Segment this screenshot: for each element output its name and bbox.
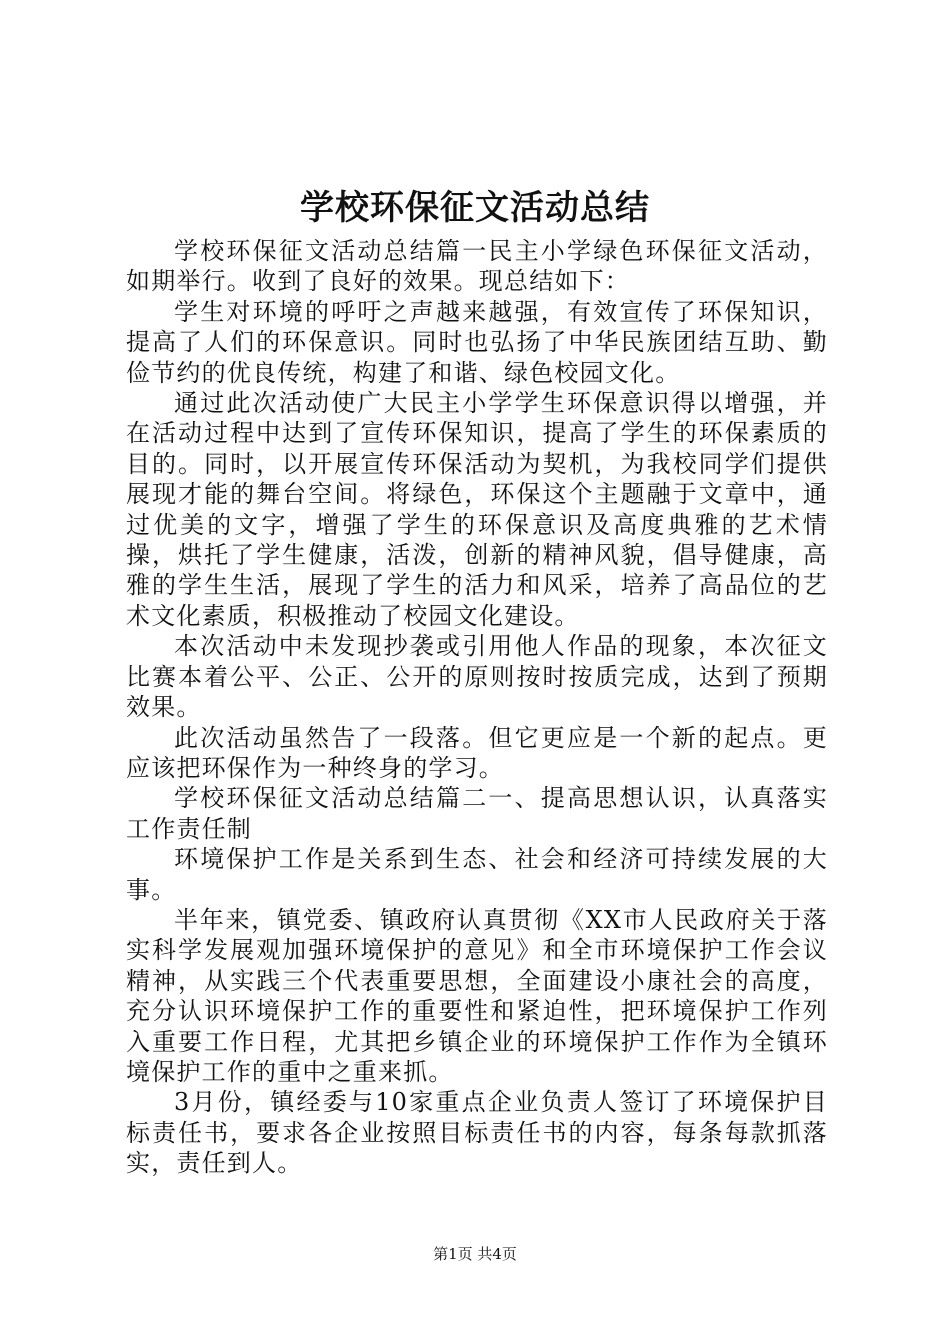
paragraph: 本次活动中未发现抄袭或引用他人作品的现象，本次征文比赛本着公平、公正、公开的原则按时按质完成，达到了预期效果。: [126, 632, 828, 722]
paragraph: 此次活动虽然告了一段落。但它更应是一个新的起点。更应该把环保作为一种终身的学习。: [126, 723, 828, 782]
paragraph: 环境保护工作是关系到生态、社会和经济可持续发展的大事。: [126, 845, 828, 904]
document-body: [126, 236, 828, 1179]
paragraph: 学校环保征文活动总结篇一民主小学绿色环保征文活动，如期举行。收到了良好的效果。现总结如下：: [126, 237, 828, 296]
document-title: 学校环保征文活动总结: [300, 188, 650, 228]
page-number-footer: 第1页 共4页: [433, 1245, 517, 1263]
paragraph: 学生对环境的呼吁之声越来越强，有效宣传了环保知识，提高了人们的环保意识。同时也弘扬了中华民族团结互助、勤俭节约的优良传统，构建了和谐、绿色校园文化。: [126, 297, 828, 387]
paragraph: 半年来，镇党委、镇政府认真贯彻《XX市人民政府关于落实科学发展观加强环境保护的意见》和全市环境保护工作会议精神，从实践三个代表重要思想，全面建设小康社会的高度，充分认识环境保护工作的重要性和紧迫性，把环境保护工作列入重要工作日程，尤其把乡镇企业的环境保护工作作为全镇环境保护工作的重中之重来抓。: [126, 905, 828, 1086]
paragraph: 3月份，镇经委与10家重点企业负责人签订了环境保护目标责任书，要求各企业按照目标责任书的内容，每条每款抓落实，责任到人。: [126, 1088, 828, 1178]
paragraph: 学校环保征文活动总结篇二一、提高思想认识，认真落实工作责任制: [126, 784, 828, 843]
paragraph: 通过此次活动使广大民主小学学生环保意识得以增强，并在活动过程中达到了宣传环保知识，提高了学生的环保素质的目的。同时，以开展宣传环保活动为契机，为我校同学们提供展现才能的舞台空间。将绿色，环保这个主题融于文章中，通过优美的文字，增强了学生的环保意识及高度典雅的艺术情操，烘托了学生健康，活泼，创新的精神风貌，倡导健康，高雅的学生生活，展现了学生的活力和风采，培养了高品位的艺术文化素质，积极推动了校园文化建设。: [126, 389, 828, 630]
